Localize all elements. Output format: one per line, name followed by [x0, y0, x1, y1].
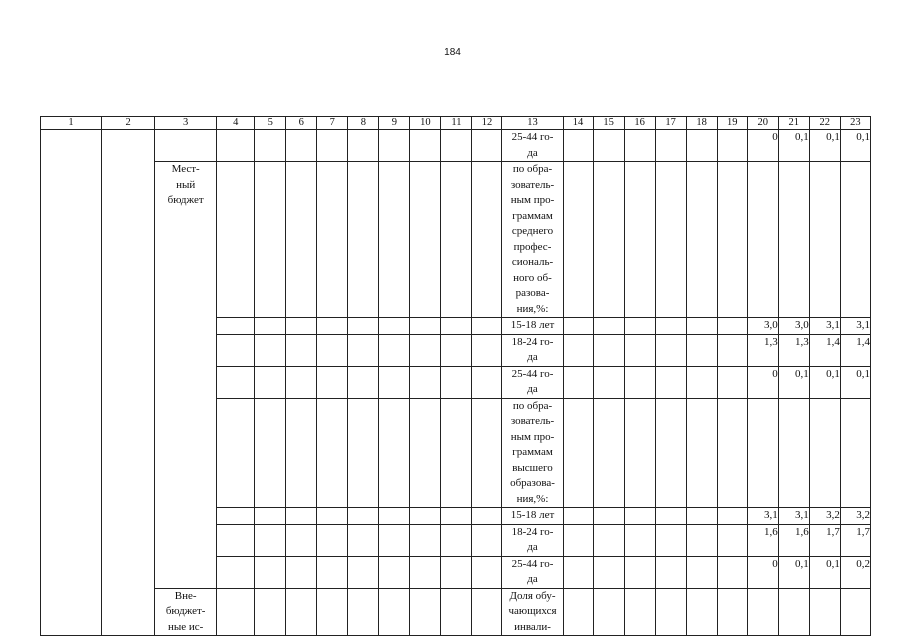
value-cell-col20: 0 — [747, 130, 778, 162]
empty-cell — [255, 318, 286, 335]
column-header: 9 — [379, 117, 410, 130]
empty-cell — [410, 334, 441, 366]
empty-cell — [686, 162, 717, 318]
empty-cell — [317, 130, 348, 162]
empty-cell — [379, 318, 410, 335]
indicator-label: 25-44 го- да — [502, 366, 563, 398]
column-header: 2 — [102, 117, 155, 130]
value-cell-col20: 0 — [747, 556, 778, 588]
column-header: 4 — [217, 117, 255, 130]
value-cell-col21: 3,1 — [778, 508, 809, 525]
value-cell-col20: 3,0 — [747, 318, 778, 335]
empty-cell — [441, 162, 472, 318]
empty-cell — [472, 130, 502, 162]
indicator-label: по обра- зователь- ным про- граммам высшего образова- ния,%: — [502, 398, 563, 508]
value-cell-col23: 1,7 — [840, 524, 870, 556]
value-cell-col20: 1,3 — [747, 334, 778, 366]
value-cell-col22 — [809, 588, 840, 636]
value-cell-col21: 3,0 — [778, 318, 809, 335]
empty-cell — [348, 162, 379, 318]
empty-cell — [410, 366, 441, 398]
empty-cell — [317, 524, 348, 556]
empty-cell — [593, 334, 624, 366]
empty-cell — [472, 588, 502, 636]
empty-cell — [593, 398, 624, 508]
empty-cell — [624, 524, 655, 556]
empty-cell — [317, 318, 348, 335]
empty-cell — [286, 398, 317, 508]
empty-cell — [255, 130, 286, 162]
indicator-label: 15-18 лет — [502, 508, 563, 525]
empty-cell — [624, 398, 655, 508]
table-row — [41, 588, 871, 636]
value-cell-col20 — [747, 162, 778, 318]
data-table — [40, 116, 871, 636]
empty-cell — [593, 162, 624, 318]
indicator-label: 25-44 го- да — [502, 556, 563, 588]
empty-cell — [563, 588, 593, 636]
empty-cell — [717, 588, 747, 636]
value-cell-col21: 1,6 — [778, 524, 809, 556]
empty-cell — [563, 508, 593, 525]
empty-cell — [686, 318, 717, 335]
value-cell-col22 — [809, 162, 840, 318]
value-cell-col21 — [778, 398, 809, 508]
empty-cell — [217, 366, 255, 398]
empty-cell — [348, 334, 379, 366]
empty-cell — [472, 318, 502, 335]
empty-cell — [563, 334, 593, 366]
column-header: 8 — [348, 117, 379, 130]
empty-cell — [317, 398, 348, 508]
column-header: 1 — [41, 117, 102, 130]
value-cell-col22 — [809, 398, 840, 508]
indicator-label: 18-24 го- да — [502, 334, 563, 366]
empty-cell — [286, 556, 317, 588]
value-cell-col21 — [778, 588, 809, 636]
empty-cell — [379, 334, 410, 366]
empty-cell — [441, 318, 472, 335]
empty-cell — [410, 508, 441, 525]
value-cell-col23: 1,4 — [840, 334, 870, 366]
value-cell-col23 — [840, 398, 870, 508]
value-cell-col21 — [778, 162, 809, 318]
empty-cell — [717, 508, 747, 525]
empty-cell — [686, 508, 717, 525]
column-header: 6 — [286, 117, 317, 130]
empty-cell — [317, 588, 348, 636]
indicator-label: Доля обу- чающихся инвали- — [502, 588, 563, 636]
column-header: 14 — [563, 117, 593, 130]
empty-cell — [472, 398, 502, 508]
empty-cell — [624, 556, 655, 588]
empty-cell — [563, 162, 593, 318]
empty-cell — [379, 130, 410, 162]
column-header: 3 — [155, 117, 217, 130]
empty-cell — [286, 366, 317, 398]
empty-cell — [717, 334, 747, 366]
empty-cell — [348, 588, 379, 636]
empty-cell — [348, 318, 379, 335]
empty-cell — [655, 366, 686, 398]
empty-cell — [441, 366, 472, 398]
empty-cell — [472, 366, 502, 398]
column-header: 12 — [472, 117, 502, 130]
value-cell-col22: 0,1 — [809, 556, 840, 588]
value-cell-col22: 1,7 — [809, 524, 840, 556]
empty-cell — [655, 162, 686, 318]
value-cell-col21: 0,1 — [778, 556, 809, 588]
empty-cell — [286, 588, 317, 636]
empty-cell — [593, 588, 624, 636]
empty-cell — [348, 524, 379, 556]
empty-cell — [379, 524, 410, 556]
cell-col2 — [102, 130, 155, 636]
table-row — [41, 162, 871, 318]
column-header: 7 — [317, 117, 348, 130]
empty-cell — [624, 366, 655, 398]
column-header: 10 — [410, 117, 441, 130]
indicator-label: 18-24 го- да — [502, 524, 563, 556]
column-header: 13 — [502, 117, 563, 130]
value-cell-col22: 0,1 — [809, 130, 840, 162]
table-row — [41, 130, 871, 162]
funding-source-extra-budget: Вне- бюджет- ные ис- — [155, 588, 217, 636]
value-cell-col21: 0,1 — [778, 366, 809, 398]
empty-cell — [286, 130, 317, 162]
empty-cell — [441, 130, 472, 162]
value-cell-col20: 1,6 — [747, 524, 778, 556]
column-header: 16 — [624, 117, 655, 130]
empty-cell — [286, 508, 317, 525]
empty-cell — [317, 508, 348, 525]
value-cell-col22: 1,4 — [809, 334, 840, 366]
empty-cell — [217, 162, 255, 318]
empty-cell — [317, 162, 348, 318]
empty-cell — [563, 318, 593, 335]
column-header: 19 — [717, 117, 747, 130]
empty-cell — [472, 556, 502, 588]
value-cell-col23: 3,2 — [840, 508, 870, 525]
empty-cell — [317, 366, 348, 398]
empty-cell — [217, 588, 255, 636]
empty-cell — [255, 398, 286, 508]
empty-cell — [593, 524, 624, 556]
empty-cell — [255, 524, 286, 556]
column-header: 23 — [840, 117, 870, 130]
empty-cell — [255, 334, 286, 366]
empty-cell — [441, 556, 472, 588]
empty-cell — [624, 162, 655, 318]
column-header: 15 — [593, 117, 624, 130]
empty-cell — [472, 334, 502, 366]
indicator-label: 15-18 лет — [502, 318, 563, 335]
empty-cell — [717, 524, 747, 556]
empty-cell — [563, 130, 593, 162]
empty-cell — [410, 524, 441, 556]
empty-cell — [441, 508, 472, 525]
column-header: 21 — [778, 117, 809, 130]
empty-cell — [379, 398, 410, 508]
empty-cell — [655, 508, 686, 525]
column-header: 17 — [655, 117, 686, 130]
value-cell-col23: 0,1 — [840, 130, 870, 162]
empty-cell — [379, 556, 410, 588]
empty-cell — [217, 398, 255, 508]
empty-cell — [348, 398, 379, 508]
empty-cell — [717, 318, 747, 335]
empty-cell — [655, 130, 686, 162]
empty-cell — [217, 524, 255, 556]
empty-cell — [593, 508, 624, 525]
column-header: 20 — [747, 117, 778, 130]
column-header: 5 — [255, 117, 286, 130]
empty-cell — [472, 508, 502, 525]
empty-cell — [410, 162, 441, 318]
column-header: 22 — [809, 117, 840, 130]
empty-cell — [348, 366, 379, 398]
value-cell-col20 — [747, 398, 778, 508]
value-cell-col22: 3,2 — [809, 508, 840, 525]
empty-cell — [655, 398, 686, 508]
empty-cell — [624, 130, 655, 162]
empty-cell — [379, 508, 410, 525]
value-cell-col23: 0,2 — [840, 556, 870, 588]
empty-cell — [379, 162, 410, 318]
empty-cell — [624, 588, 655, 636]
empty-cell — [563, 556, 593, 588]
empty-cell — [441, 524, 472, 556]
empty-cell — [217, 556, 255, 588]
empty-cell — [593, 130, 624, 162]
value-cell-col22: 0,1 — [809, 366, 840, 398]
empty-cell — [286, 318, 317, 335]
funding-source-cell — [155, 130, 217, 162]
empty-cell — [379, 366, 410, 398]
value-cell-col23: 3,1 — [840, 318, 870, 335]
empty-cell — [441, 588, 472, 636]
value-cell-col20: 3,1 — [747, 508, 778, 525]
empty-cell — [255, 162, 286, 318]
empty-cell — [593, 366, 624, 398]
empty-cell — [317, 334, 348, 366]
value-cell-col20 — [747, 588, 778, 636]
value-cell-col20: 0 — [747, 366, 778, 398]
empty-cell — [686, 398, 717, 508]
empty-cell — [410, 588, 441, 636]
page-number: 184 — [444, 47, 461, 58]
empty-cell — [563, 524, 593, 556]
empty-cell — [348, 508, 379, 525]
empty-cell — [624, 334, 655, 366]
value-cell-col23 — [840, 588, 870, 636]
empty-cell — [286, 162, 317, 318]
empty-cell — [441, 334, 472, 366]
empty-cell — [217, 318, 255, 335]
empty-cell — [472, 524, 502, 556]
empty-cell — [379, 588, 410, 636]
indicator-label: 25-44 го- да — [502, 130, 563, 162]
empty-cell — [686, 556, 717, 588]
header-row — [41, 117, 871, 130]
empty-cell — [655, 588, 686, 636]
value-cell-col23 — [840, 162, 870, 318]
empty-cell — [410, 130, 441, 162]
empty-cell — [655, 524, 686, 556]
value-cell-col21: 1,3 — [778, 334, 809, 366]
empty-cell — [717, 398, 747, 508]
empty-cell — [593, 318, 624, 335]
indicator-label: по обра- зователь- ным про- граммам среднего профес- сиональ- ного об- разова- ния,%: — [502, 162, 563, 318]
empty-cell — [686, 524, 717, 556]
cell-col1 — [41, 130, 102, 636]
empty-cell — [217, 508, 255, 525]
empty-cell — [717, 556, 747, 588]
empty-cell — [348, 556, 379, 588]
empty-cell — [686, 130, 717, 162]
column-header: 18 — [686, 117, 717, 130]
value-cell-col22: 3,1 — [809, 318, 840, 335]
empty-cell — [563, 398, 593, 508]
empty-cell — [563, 366, 593, 398]
empty-cell — [717, 162, 747, 318]
empty-cell — [410, 556, 441, 588]
empty-cell — [624, 318, 655, 335]
empty-cell — [317, 556, 348, 588]
value-cell-col23: 0,1 — [840, 366, 870, 398]
empty-cell — [410, 398, 441, 508]
empty-cell — [717, 366, 747, 398]
empty-cell — [217, 334, 255, 366]
empty-cell — [255, 556, 286, 588]
column-header: 11 — [441, 117, 472, 130]
empty-cell — [717, 130, 747, 162]
empty-cell — [472, 162, 502, 318]
empty-cell — [286, 524, 317, 556]
empty-cell — [255, 508, 286, 525]
empty-cell — [255, 588, 286, 636]
empty-cell — [686, 366, 717, 398]
empty-cell — [348, 130, 379, 162]
value-cell-col21: 0,1 — [778, 130, 809, 162]
empty-cell — [655, 334, 686, 366]
empty-cell — [655, 318, 686, 335]
funding-source-local-budget: Мест- ный бюджет — [155, 162, 217, 589]
empty-cell — [286, 334, 317, 366]
empty-cell — [255, 366, 286, 398]
empty-cell — [624, 508, 655, 525]
empty-cell — [410, 318, 441, 335]
empty-cell — [686, 334, 717, 366]
empty-cell — [686, 588, 717, 636]
empty-cell — [593, 556, 624, 588]
empty-cell — [655, 556, 686, 588]
empty-cell — [441, 398, 472, 508]
empty-cell — [217, 130, 255, 162]
